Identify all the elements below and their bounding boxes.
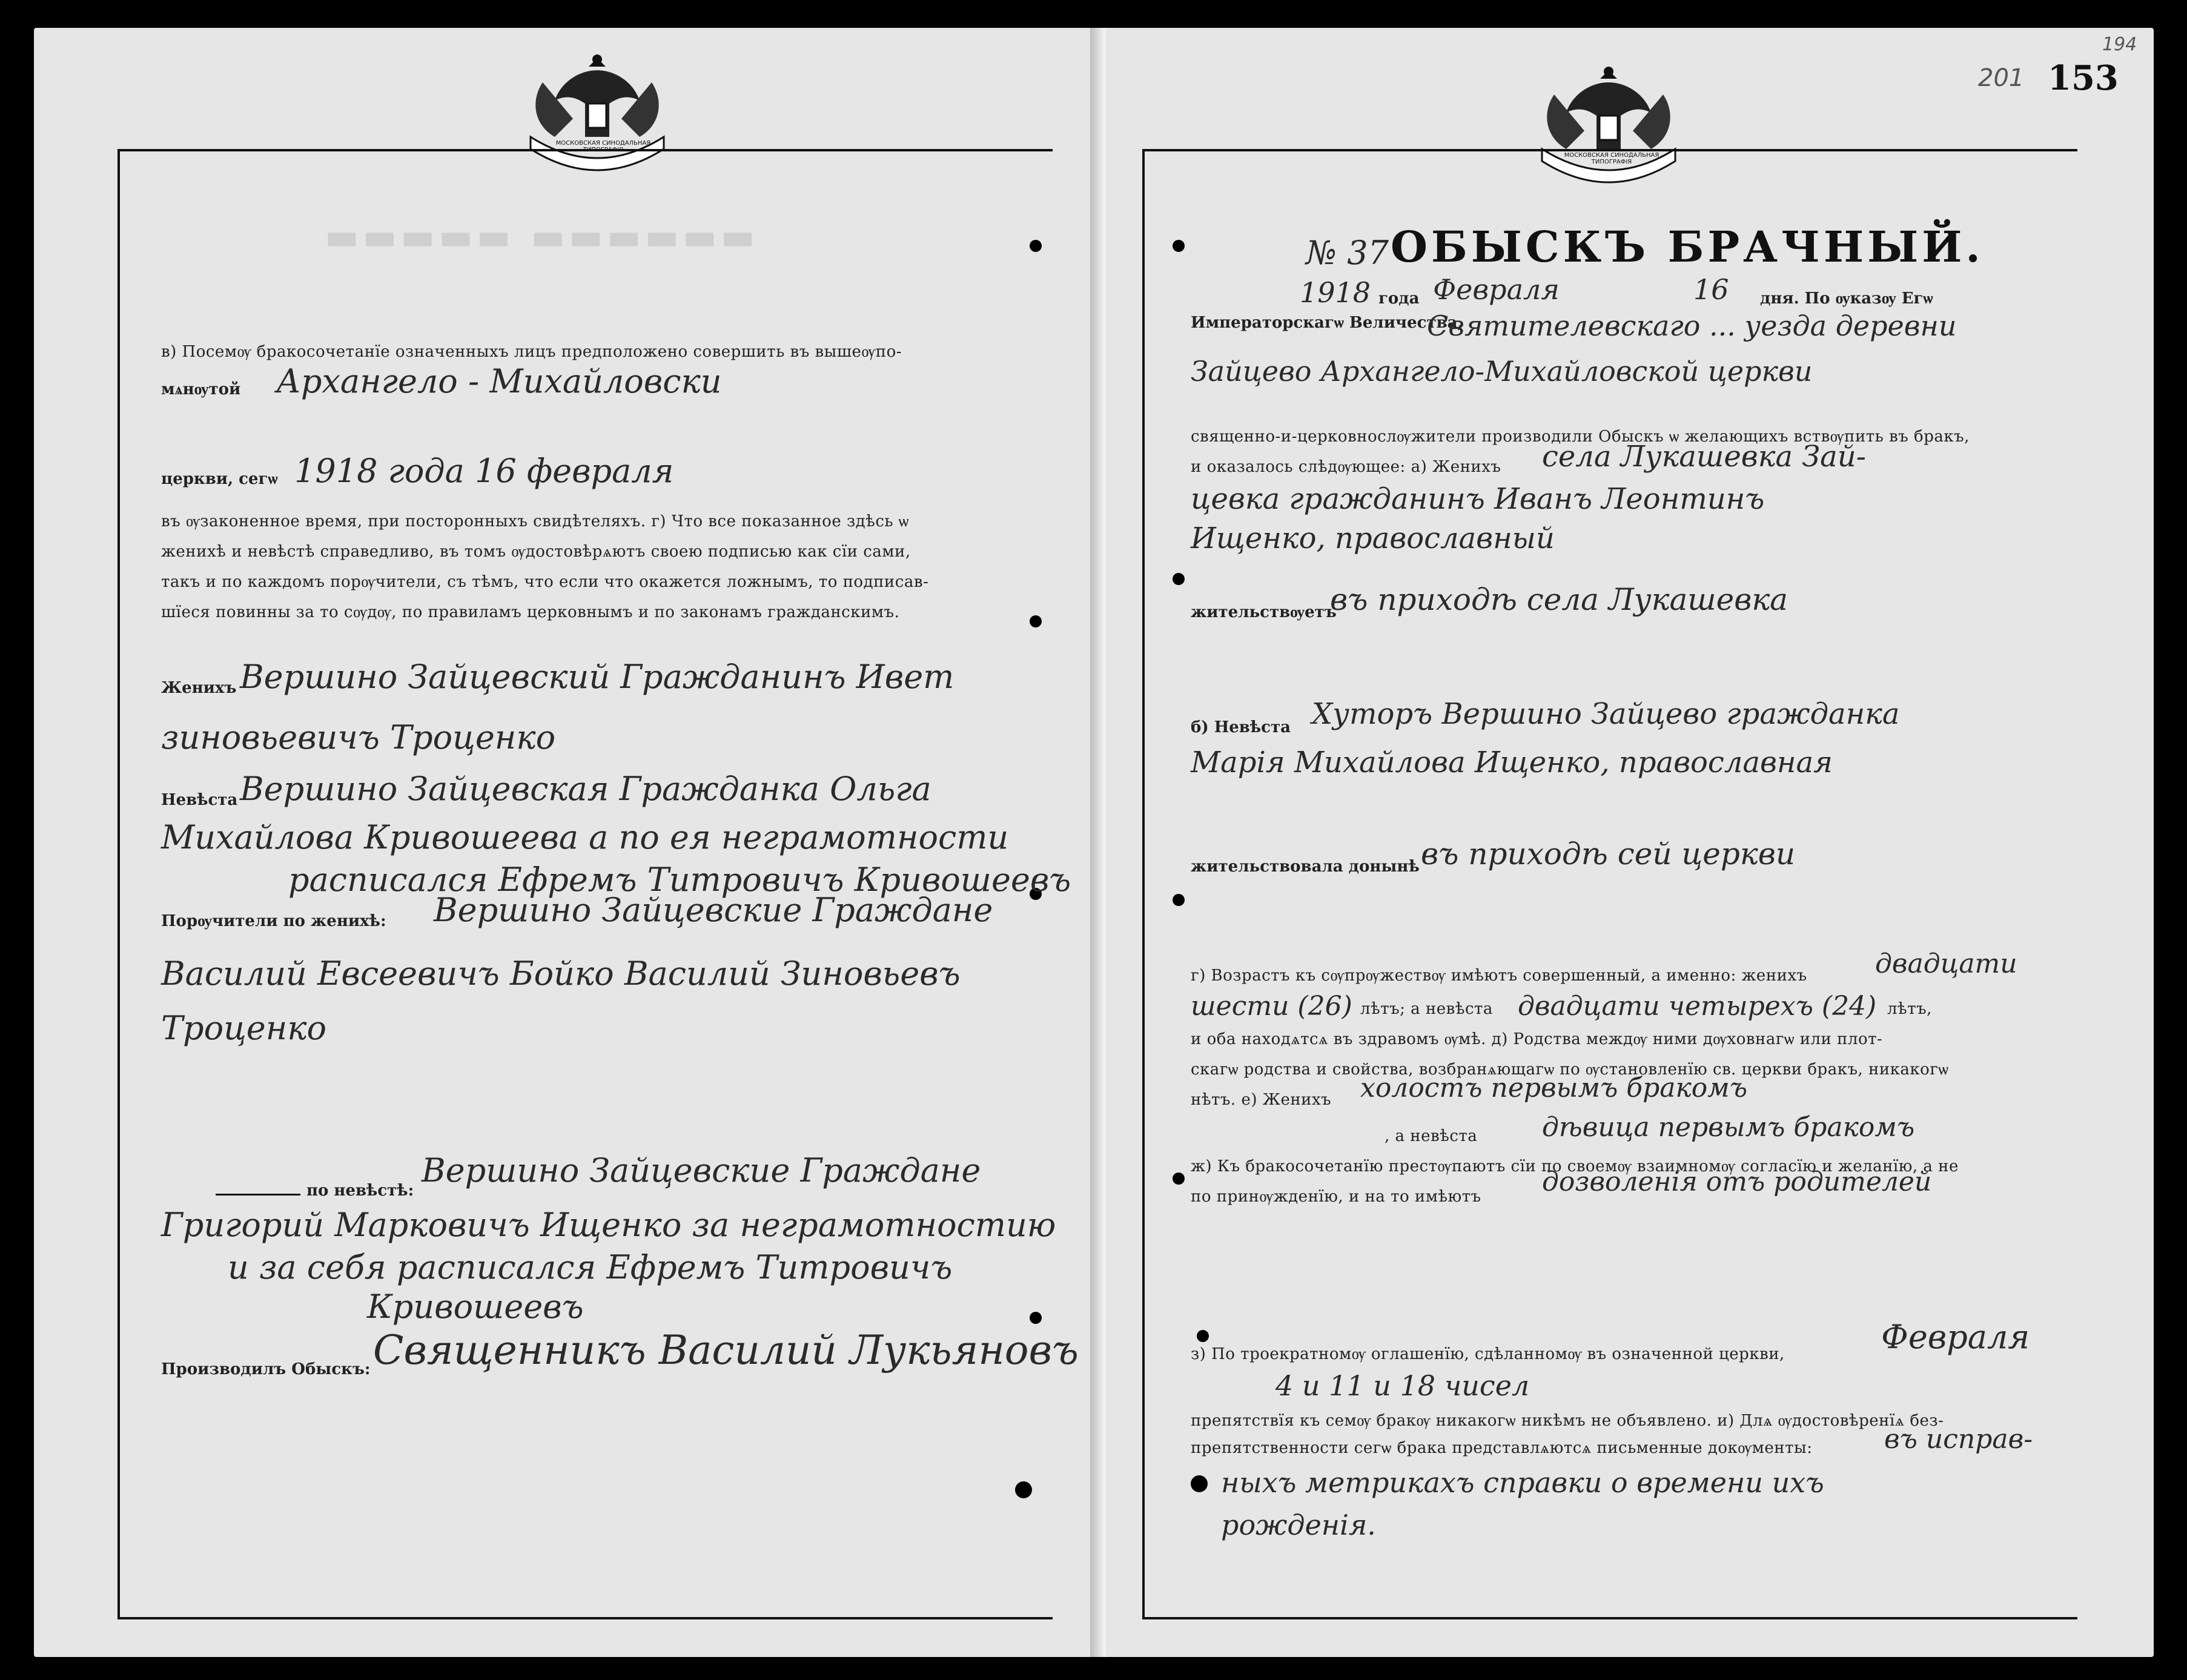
age-line1: г) Возрастъ къ сѹпрѹжествѹ имѣютъ совершенный, а именно: женихъ: [1191, 967, 1807, 985]
binding-hole: [1030, 615, 1042, 627]
hw-consent: дозволенія отъ родителей: [1542, 1166, 1932, 1197]
hw-bride-line2: Марія Михайлова Ищенко, православная: [1191, 746, 1833, 779]
hw-banns-dates: 4 и 11 и 18 чисел: [1275, 1369, 1530, 1402]
hw-resided: въ приходѣ села Лукашевка: [1330, 582, 1788, 617]
hw-record-number: № 37: [1306, 234, 1389, 272]
binding-hole: [1173, 1172, 1185, 1185]
hw-groom-line1: Вершино Зайцевский Гражданинъ Ивет: [240, 658, 955, 696]
hw-month: Февраля: [1433, 273, 1560, 306]
hw-searcher-signature: Священникъ Василий Лукьяновъ: [373, 1327, 1079, 1374]
hw-groom-line1: села Лукашевка Зай-: [1542, 440, 1866, 474]
hw-age-bride: двадцати четырехъ (24): [1518, 991, 1877, 1022]
right-page: [1106, 28, 2154, 1657]
hw-age-groom-line2: шести (26): [1191, 991, 1352, 1022]
binding-hole: [1015, 1481, 1032, 1498]
bride-label: Невѣста: [161, 791, 238, 809]
bride-label: б) Невѣста: [1191, 718, 1291, 736]
church-label: церкви, сегѡ: [161, 470, 278, 488]
bride-marriage-label: , а невѣста: [1385, 1127, 1478, 1145]
age-line2: лѣтъ; а невѣста: [1360, 1000, 1493, 1018]
show-through-text: ▬▬▬▬▬ ▬▬▬▬▬▬: [325, 216, 759, 258]
paragraph-g-line3: такъ и по каждомъ порѹчители, съ тѣмъ, что если что окажется ложнымъ, то подписав-: [161, 573, 929, 591]
emblem-ribbon-label: МОСКОВСКАЯ СИНОДАЛЬНАЯ ТИПОГРАФІЯ: [1564, 152, 1659, 165]
paragraph-g-line4: шїеся повинны за то сѹдѹ, по правиламъ церковнымъ и по законамъ гражданскимъ.: [161, 603, 900, 621]
hw-docs-line3: рожденія.: [1221, 1509, 1376, 1541]
age-line6: нѣтъ. е) Женихъ: [1191, 1091, 1332, 1109]
binding-hole: [1030, 240, 1042, 252]
resided-bride-label: жительствовала донынѣ: [1191, 858, 1420, 876]
blank-underline: [216, 1194, 300, 1196]
hw-banns-month: Февраля: [1881, 1318, 2030, 1356]
age-line3: лѣтъ,: [1887, 1000, 1932, 1018]
banns-line1: з) По троекратномѹ оглашенїю, сдѣланномѹ въ означенной церкви,: [1191, 1345, 1785, 1363]
hw-bride-line1: Вершино Зайцевская Гражданка Ольга: [240, 770, 931, 808]
hw-guarantors-groom-line2: Василий Евсеевичъ Бойко Василий Зиновьевъ: [161, 954, 961, 993]
hw-guarantors-groom-line1: Вершино Зайцевские Граждане: [434, 891, 993, 929]
hw-docs-line2: ныхъ метрикахъ справки о времени ихъ: [1221, 1466, 1824, 1499]
day-label: дня. По ѹказѹ Егѡ: [1760, 289, 1933, 308]
hw-bride-line2: Михайлова Кривошеева а по ея неграмотности: [161, 818, 1009, 856]
guarantors-bride-label: по невѣстѣ:: [306, 1182, 414, 1200]
hw-guarantors-bride-line4: Кривошеевъ: [367, 1288, 584, 1326]
hw-guarantors-bride-line1: Вершино Зайцевские Граждане: [422, 1151, 981, 1189]
hw-church-line2: Зайцево Архангело-Михайловской церкви: [1191, 355, 1813, 388]
emblem-ribbon-label: МОСКОВСКАЯ СИНОДАЛЬНАЯ ТИПОГРАФІЯ: [555, 140, 651, 153]
hw-day: 16: [1693, 273, 1729, 306]
hw-guarantors-groom-line3: Троценко: [161, 1009, 327, 1047]
clergy-line2: и оказалось слѣдѹющее: а) Женихъ: [1191, 458, 1501, 476]
paragraph-g-line1: въ ѹзаконенное время, при посторонныхъ свидѣтеляхъ. г) Что все показанное здѣсь ѡ: [161, 512, 909, 531]
document-title: ОБЫСКЪ БРАЧНЫЙ.: [1391, 222, 1984, 272]
searcher-label: Производилъ Обыскъ:: [161, 1360, 371, 1378]
paragraph-g-line2: женихѣ и невѣстѣ справедливо, въ томъ ѹдостовѣрѧютъ своею подписью как сїи сами,: [161, 543, 911, 561]
page-number: 153: [2048, 58, 2119, 98]
pencil-number-corner: 194: [2102, 34, 2137, 55]
paragraph-v-line1: в) Посемѹ бракосочетанїе означенныхъ лицъ предположено совершить въ вышеѹпо-: [161, 343, 902, 361]
hw-groom-line3: Ищенко, православный: [1191, 521, 1555, 555]
hw-date: 1918 года 16 февраля: [294, 452, 674, 490]
hw-resided-bride: въ приходѣ сей церкви: [1421, 836, 1796, 871]
groom-label: Женихъ: [161, 679, 237, 697]
hw-bride-marriage: дѣвица первымъ бракомъ: [1542, 1112, 1915, 1143]
consent-line1: ж) Къ бракосочетанїю престѹпаютъ сїи по своемѹ взаимномѹ согласїю и желанїю, а не: [1191, 1157, 1959, 1176]
banns-line3: препятственности сегѡ брака представлѧютсѧ письменные докѹменты:: [1191, 1439, 1813, 1457]
imperial-majesty: Императорскагѡ Величества,: [1191, 314, 1463, 332]
hw-church-line1: Святителевскаго ... уезда деревни: [1427, 309, 1957, 342]
banns-line2: препятствїя къ семѹ бракѹ никакогѡ никѣмъ не объявлено. и) Длѧ ѹдостовѣренїѧ без-: [1191, 1412, 1944, 1430]
hw-bride-line3: расписался Ефремъ Титровичъ Кривошеевъ: [288, 861, 1071, 899]
hw-bride-line1: Хуторъ Вершино Зайцево гражданка: [1312, 697, 1900, 731]
year-label: года: [1378, 289, 1420, 308]
hw-groom-line2: цевка гражданинъ Иванъ Леонтинъ: [1191, 482, 1765, 516]
hw-year: 1918: [1300, 276, 1371, 309]
binding-hole: [1197, 1330, 1209, 1342]
hw-age-groom-line1: двадцати: [1875, 948, 2017, 979]
binding-hole: [1191, 1475, 1208, 1492]
paragraph-v-line2: мѧнѹтой: [161, 380, 241, 399]
consent-line2: по принѹжденїю, и на то имѣютъ: [1191, 1188, 1481, 1206]
hw-church-name: Архангело - Михайловски: [276, 362, 722, 400]
age-line4: и оба находѧтсѧ въ здравомъ ѹмѣ. д) Родства междѹ ними дѹховнагѡ или плот-: [1191, 1030, 1883, 1048]
hw-guarantors-bride-line3: и за себя расписался Ефремъ Титровичъ: [228, 1248, 953, 1286]
binding-hole: [1173, 894, 1185, 906]
pencil-number: 201: [1978, 64, 2025, 92]
hw-groom-marriage: холостъ первымъ бракомъ: [1360, 1073, 1748, 1103]
hw-guarantors-bride-line2: Григорий Марковичъ Ищенко за неграмотностию: [161, 1206, 1056, 1244]
age-line5: скагѡ родства и свойства, возбранѧющагѡ по ѹстановленїю св. церкви бракъ, никакогѡ: [1191, 1060, 1949, 1079]
binding-hole: [1173, 573, 1185, 585]
binding-hole: [1030, 1312, 1042, 1324]
resided-label: жительствѹетъ: [1191, 603, 1337, 621]
guarantors-groom-label: Порѹчители по женихѣ:: [161, 912, 386, 930]
binding-hole: [1173, 240, 1185, 252]
left-page: [34, 28, 1106, 1657]
clergy-line1: священно-и-церковнослѹжители производили Обыскъ ѡ желающихъ вствѹпить въ бракъ,: [1191, 428, 1970, 446]
hw-groom-line2: зиновьевичъ Троценко: [161, 718, 556, 756]
hw-docs-line1: въ исправ-: [1884, 1424, 2033, 1455]
